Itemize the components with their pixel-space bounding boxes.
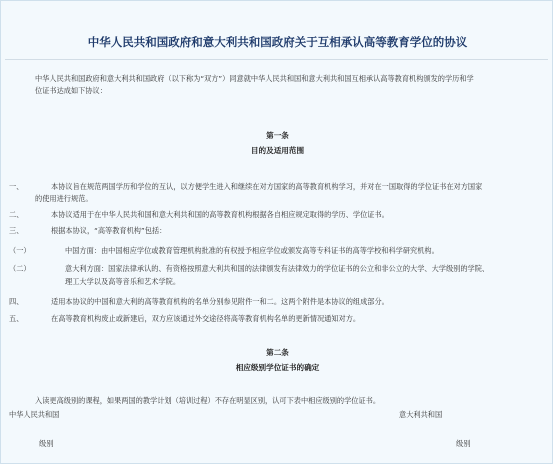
article-2-subheading: 相应级别学位证书的确定 — [235, 363, 320, 372]
item-text: 本协议适用于在中华人民共和国和意大利共和国的高等教育机构根据各自相应规定取得的学历、学位证书。 — [51, 210, 389, 219]
item-number: 五、 — [9, 314, 24, 323]
sub-item-text-continued: 理工大学以及高等音乐和艺术学院。 — [65, 277, 181, 286]
intro-line-1: 中华人民共和国政府和意大利共和国政府（以下称为“双方”）同意就中华人民共和国和意大利共和国互相承认高等教育机构颁发的学历和学 — [35, 74, 474, 83]
article-1-subheading: 目的及适用范围 — [250, 146, 305, 155]
sub-item-text: 中国方面：由中国相应学位或教育管理机构批准的有权授予相应学位或颁发高等专科证书的高等学校和科学研究机构。 — [65, 246, 439, 255]
item-number: 二、 — [9, 210, 24, 219]
sub-item-number: （一） — [9, 246, 31, 255]
article-2-text: 入读更高级别的课程，如果两国的教学计划（培训过程）不存在明显区别，认可下表中相应级别的学位证书。 — [35, 396, 381, 405]
item-number: 四、 — [9, 297, 24, 306]
sub-item-number: （二） — [9, 264, 31, 273]
item-text: 本协议旨在规范两国学历和学位的互认，以方便学生进入和继续在对方国家的高等教育机构学习，并对在一国取得的学位证书在对方国家 — [51, 182, 483, 191]
document-title: 中华人民共和国政府和意大利共和国政府关于互相承认高等教育学位的协议 — [87, 35, 468, 49]
intro-line-2: 位证书达成如下协议： — [35, 86, 107, 95]
article-1-heading: 第一条 — [266, 131, 289, 140]
table-header-left-level: 级别 — [39, 439, 54, 448]
item-text: 适用本协议的中国和意大利的高等教育机构的名单分别参见附件一和二。这两个附件是本协议的组成部分。 — [51, 297, 389, 306]
item-number: 三、 — [9, 226, 24, 235]
item-text-continued: 的使用进行规范。 — [35, 194, 93, 203]
item-number: 一、 — [9, 182, 24, 191]
table-header-right-country: 意大利共和国 — [399, 410, 443, 419]
item-text: 根据本协议，“高等教育机构”包括： — [51, 226, 167, 235]
item-text: 在高等教育机构废止或新建后，双方应该通过外交途径将高等教育机构名单的更新情况通知对方。 — [51, 314, 361, 323]
article-2-heading: 第二条 — [266, 348, 289, 357]
table-header-left-country: 中华人民共和国 — [9, 410, 60, 419]
table-header-right-level: 级别 — [456, 439, 471, 448]
sub-item-text: 意大利方面：国家法律承认的、有资格按照意大利共和国的法律颁发有法律效力的学位证书的公立和非公立的大学、大学级别的学院、 — [65, 264, 490, 273]
title-divider — [5, 59, 548, 60]
